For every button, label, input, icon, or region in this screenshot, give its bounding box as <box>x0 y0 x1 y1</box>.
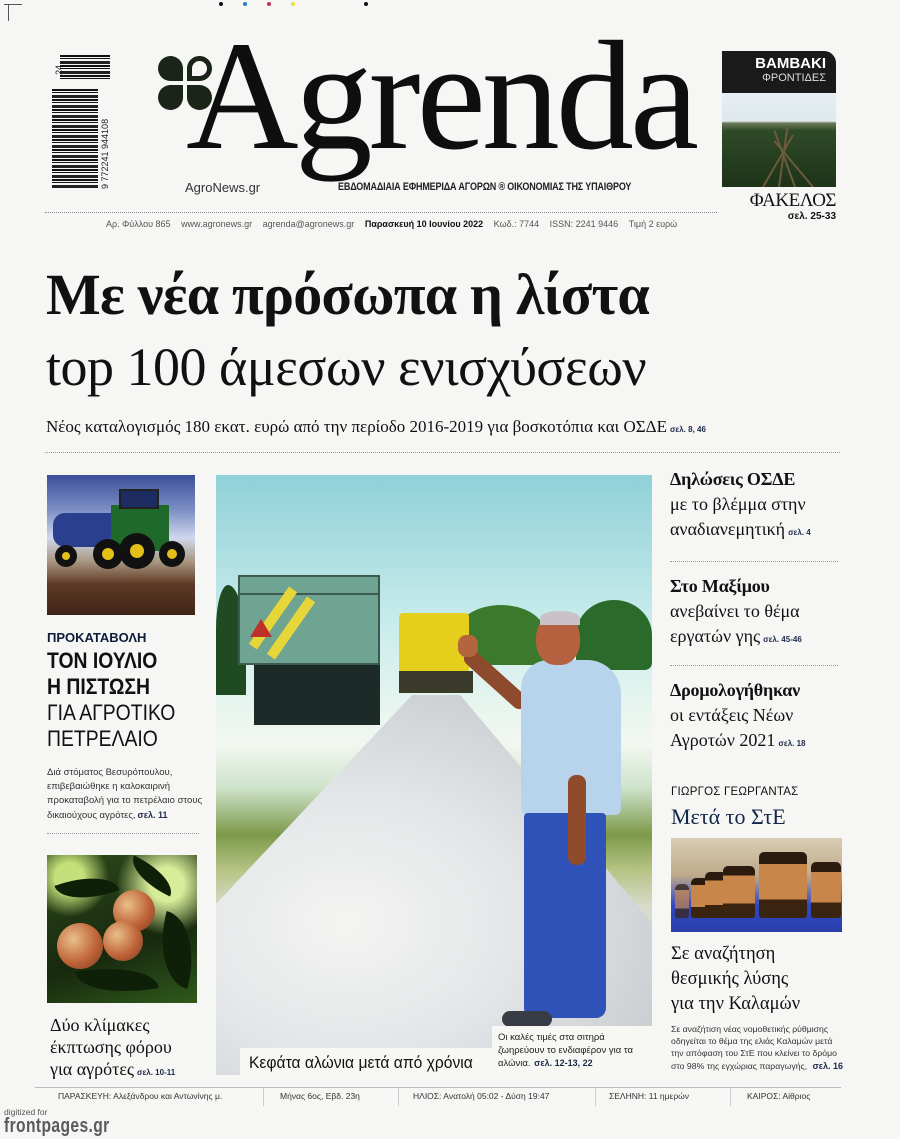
right-story-1-pages: σελ. 4 <box>788 528 811 537</box>
lead-divider <box>45 452 840 453</box>
opinion-title[interactable]: Μετά το ΣτΕ <box>671 804 786 829</box>
registration-dot-cyan <box>243 2 247 6</box>
lead-pages: σελ. 8, 46 <box>669 425 706 434</box>
tractor-image[interactable] <box>47 475 195 615</box>
right-story-2-pages: σελ. 45-46 <box>763 635 802 644</box>
lead-deck <box>46 417 706 437</box>
registration-dot-black-2 <box>364 2 368 6</box>
right-story-1-line3: αναδιανεμητική <box>670 519 786 539</box>
story2-headline-1: Δύο κλίμακες <box>50 1015 150 1035</box>
barcode <box>52 55 112 190</box>
barcode-main-bars <box>52 89 98 189</box>
photo-caption-body: Οι καλές τιμές στα σιτηρά ζωηρεύουν το ενδιαφέρον για τα αλώνια. <box>498 1032 633 1069</box>
right-story-2-line3: εργατών γης <box>670 626 761 646</box>
info-email[interactable]: agrenda@agronews.gr <box>262 219 355 229</box>
story1-headline-light-1: ΓΙΑ ΑΓΡΟΤΙΚΟ <box>47 700 176 725</box>
story1-headline-light[interactable] <box>47 700 175 752</box>
info-price: Τιμή 2 ευρώ <box>628 219 678 229</box>
folder-title-2: ΦΡΟΝΤΙΔΕΣ <box>762 72 826 84</box>
opinion-headline-2: θεσμικής λύσης <box>671 969 789 989</box>
right-story-1[interactable] <box>670 467 850 545</box>
story1-headline-bold-1: ΤΟΝ ΙΟΥΛΙΟ <box>47 648 158 673</box>
opinion-body <box>671 1023 846 1072</box>
footer-month-week: Μήνας 6ος, Εβδ. 23η <box>280 1091 360 1101</box>
registration-dot-yellow <box>291 2 295 6</box>
right-story-3[interactable] <box>670 678 850 756</box>
story2-pages: σελ. 10-11 <box>137 1068 176 1077</box>
peach-image[interactable] <box>47 855 197 1003</box>
right-divider-2 <box>670 665 838 666</box>
opinion-headline-1: Σε αναζήτηση <box>671 944 776 964</box>
footer-moon: ΣΕΛΗΝΗ: 11 ημερών <box>609 1091 690 1101</box>
story1-body-text: Διά στόματος Βεσυρόπουλου, επιβεβαιώθηκε η καλοκαιρινή προκαταβολή για το πετρέλαιο στους δικαιούχους αγρότες, <box>47 767 203 821</box>
right-story-3-line3: Αγροτών 2021 <box>670 730 776 750</box>
masthead-tagline: ΕΒΔΟΜΑΔΙΑΙΑ ΕΦΗΜΕΡΙΔΑ ΑΓΟΡΩΝ ® ΟΙΚΟΝΟΜΙΑΣ ΤΗΣ ΥΠΑΙΘΡΟΥ <box>338 181 632 193</box>
left-divider <box>47 833 199 834</box>
footer-separator <box>595 1088 596 1106</box>
lead-headline-2[interactable]: top 100 άμεσων ενισχύσεων <box>46 337 647 397</box>
folder-title-1: ΒΑΜΒΑΚΙ <box>755 55 826 72</box>
photo-caption-title[interactable]: Κεφάτα αλώνια μετά από χρόνια <box>249 1053 473 1072</box>
story2-headline-2: έκπτωσης φόρου <box>50 1037 172 1057</box>
opinion-body-text: Σε αναζήτιση νέας νομοθετικής ρύθμισης οδηγείται το θέμα της ελιάς Καλαμών μετά την απόφαση του ΣτΕ που κλείνει το δρόμο στο 98% της εγχώριας παραγωγής, <box>671 1024 837 1071</box>
barcode-digits: 9 772241 944108 <box>100 118 110 189</box>
footer-sun: ΗΛΙΟΣ: Ανατολή 05:02 - Δύση 19:47 <box>413 1091 550 1101</box>
folder-label: ΦΑΚΕΛΟΣ <box>749 190 836 211</box>
website-label[interactable]: AgroNews.gr <box>185 180 261 195</box>
story1-headline-light-2: ΠΕΤΡΕΛΑΙΟ <box>47 726 158 751</box>
footer-weather: ΚΑΙΡΟΣ: Αίθριος <box>747 1091 811 1101</box>
opinion-headline-3: για την Καλαμών <box>671 994 801 1014</box>
right-story-2-line2: ανεβαίνει το θέμα <box>670 601 800 621</box>
info-website[interactable]: www.agronews.gr <box>181 219 253 229</box>
story1-pages: σελ. 11 <box>137 810 168 820</box>
story1-headline-bold[interactable] <box>47 648 157 700</box>
registration-dot-magenta <box>267 2 271 6</box>
right-story-2[interactable] <box>670 574 850 652</box>
footer-separator <box>730 1088 731 1106</box>
barcode-issue-code: 24 <box>54 64 64 75</box>
opinion-pages: σελ. 16 <box>812 1060 844 1071</box>
info-issn: ISSN: 2241 9446 <box>549 219 619 229</box>
info-bar <box>106 219 685 229</box>
story1-body <box>47 766 207 823</box>
folder-header[interactable] <box>722 51 836 93</box>
right-story-3-line2: οι εντάξεις Νέων <box>670 705 794 725</box>
right-story-2-title: Στο Μαξίμου <box>670 576 770 596</box>
story1-headline-bold-2: Η ΠΙΣΤΩΣΗ <box>47 674 150 699</box>
watermark-line2[interactable]: frontpages.gr <box>4 1115 110 1137</box>
harvest-photo[interactable] <box>216 475 652 1075</box>
footer-divider <box>35 1087 841 1088</box>
opinion-author: ΓΙΩΡΓΟΣ ΓΕΩΡΓΑΝΤΑΣ <box>671 786 799 798</box>
info-code: Κωδ.: 7744 <box>493 219 540 229</box>
right-story-1-title: Δηλώσεις ΟΣΔΕ <box>670 469 796 489</box>
footer-nameday: ΠΑΡΑΣΚΕΥΗ: Αλεξάνδρου και Αντωνίνης μ. <box>58 1091 223 1101</box>
folder-pages: σελ. 25-33 <box>787 211 836 222</box>
footer-separator <box>398 1088 399 1106</box>
cotton-field-image[interactable] <box>722 93 836 187</box>
watermark-line1: digitized for <box>4 1107 48 1117</box>
right-divider-1 <box>670 561 838 562</box>
opinion-headline[interactable] <box>671 942 851 1017</box>
photo-caption-pages: σελ. 12-13, 22 <box>534 1058 593 1068</box>
photo-caption-box <box>492 1026 652 1076</box>
story1-kicker: ΠΡΟΚΑΤΑΒΟΛΗ <box>47 630 147 645</box>
olive-jars-image[interactable] <box>671 838 842 932</box>
crop-mark <box>4 4 22 20</box>
story2-headline-3: για αγρότες <box>50 1059 135 1079</box>
issue-date: Παρασκευή 10 Ιουνίου 2022 <box>364 219 484 229</box>
right-story-3-title: Δρομολογήθηκαν <box>670 680 800 700</box>
lead-deck-text: Νέος καταλογισμός 180 εκατ. ευρώ από την περίοδο 2016-2019 για βοσκοτόπια και ΟΣΔΕ <box>46 417 667 436</box>
barcode-addon-bars <box>60 55 110 81</box>
right-story-3-pages: σελ. 18 <box>778 739 806 748</box>
right-story-1-line2: με το βλέμμα στην <box>670 494 806 514</box>
story2-headline[interactable] <box>50 1014 175 1084</box>
masthead-divider <box>45 212 717 213</box>
footer-separator <box>263 1088 264 1106</box>
lead-headline-1[interactable]: Με νέα πρόσωπα η λίστα <box>46 262 649 327</box>
issue-number: Αρ. Φύλλου 865 <box>106 219 171 229</box>
registration-dot-black <box>219 2 223 6</box>
masthead-logo[interactable]: Agrenda <box>186 9 696 182</box>
